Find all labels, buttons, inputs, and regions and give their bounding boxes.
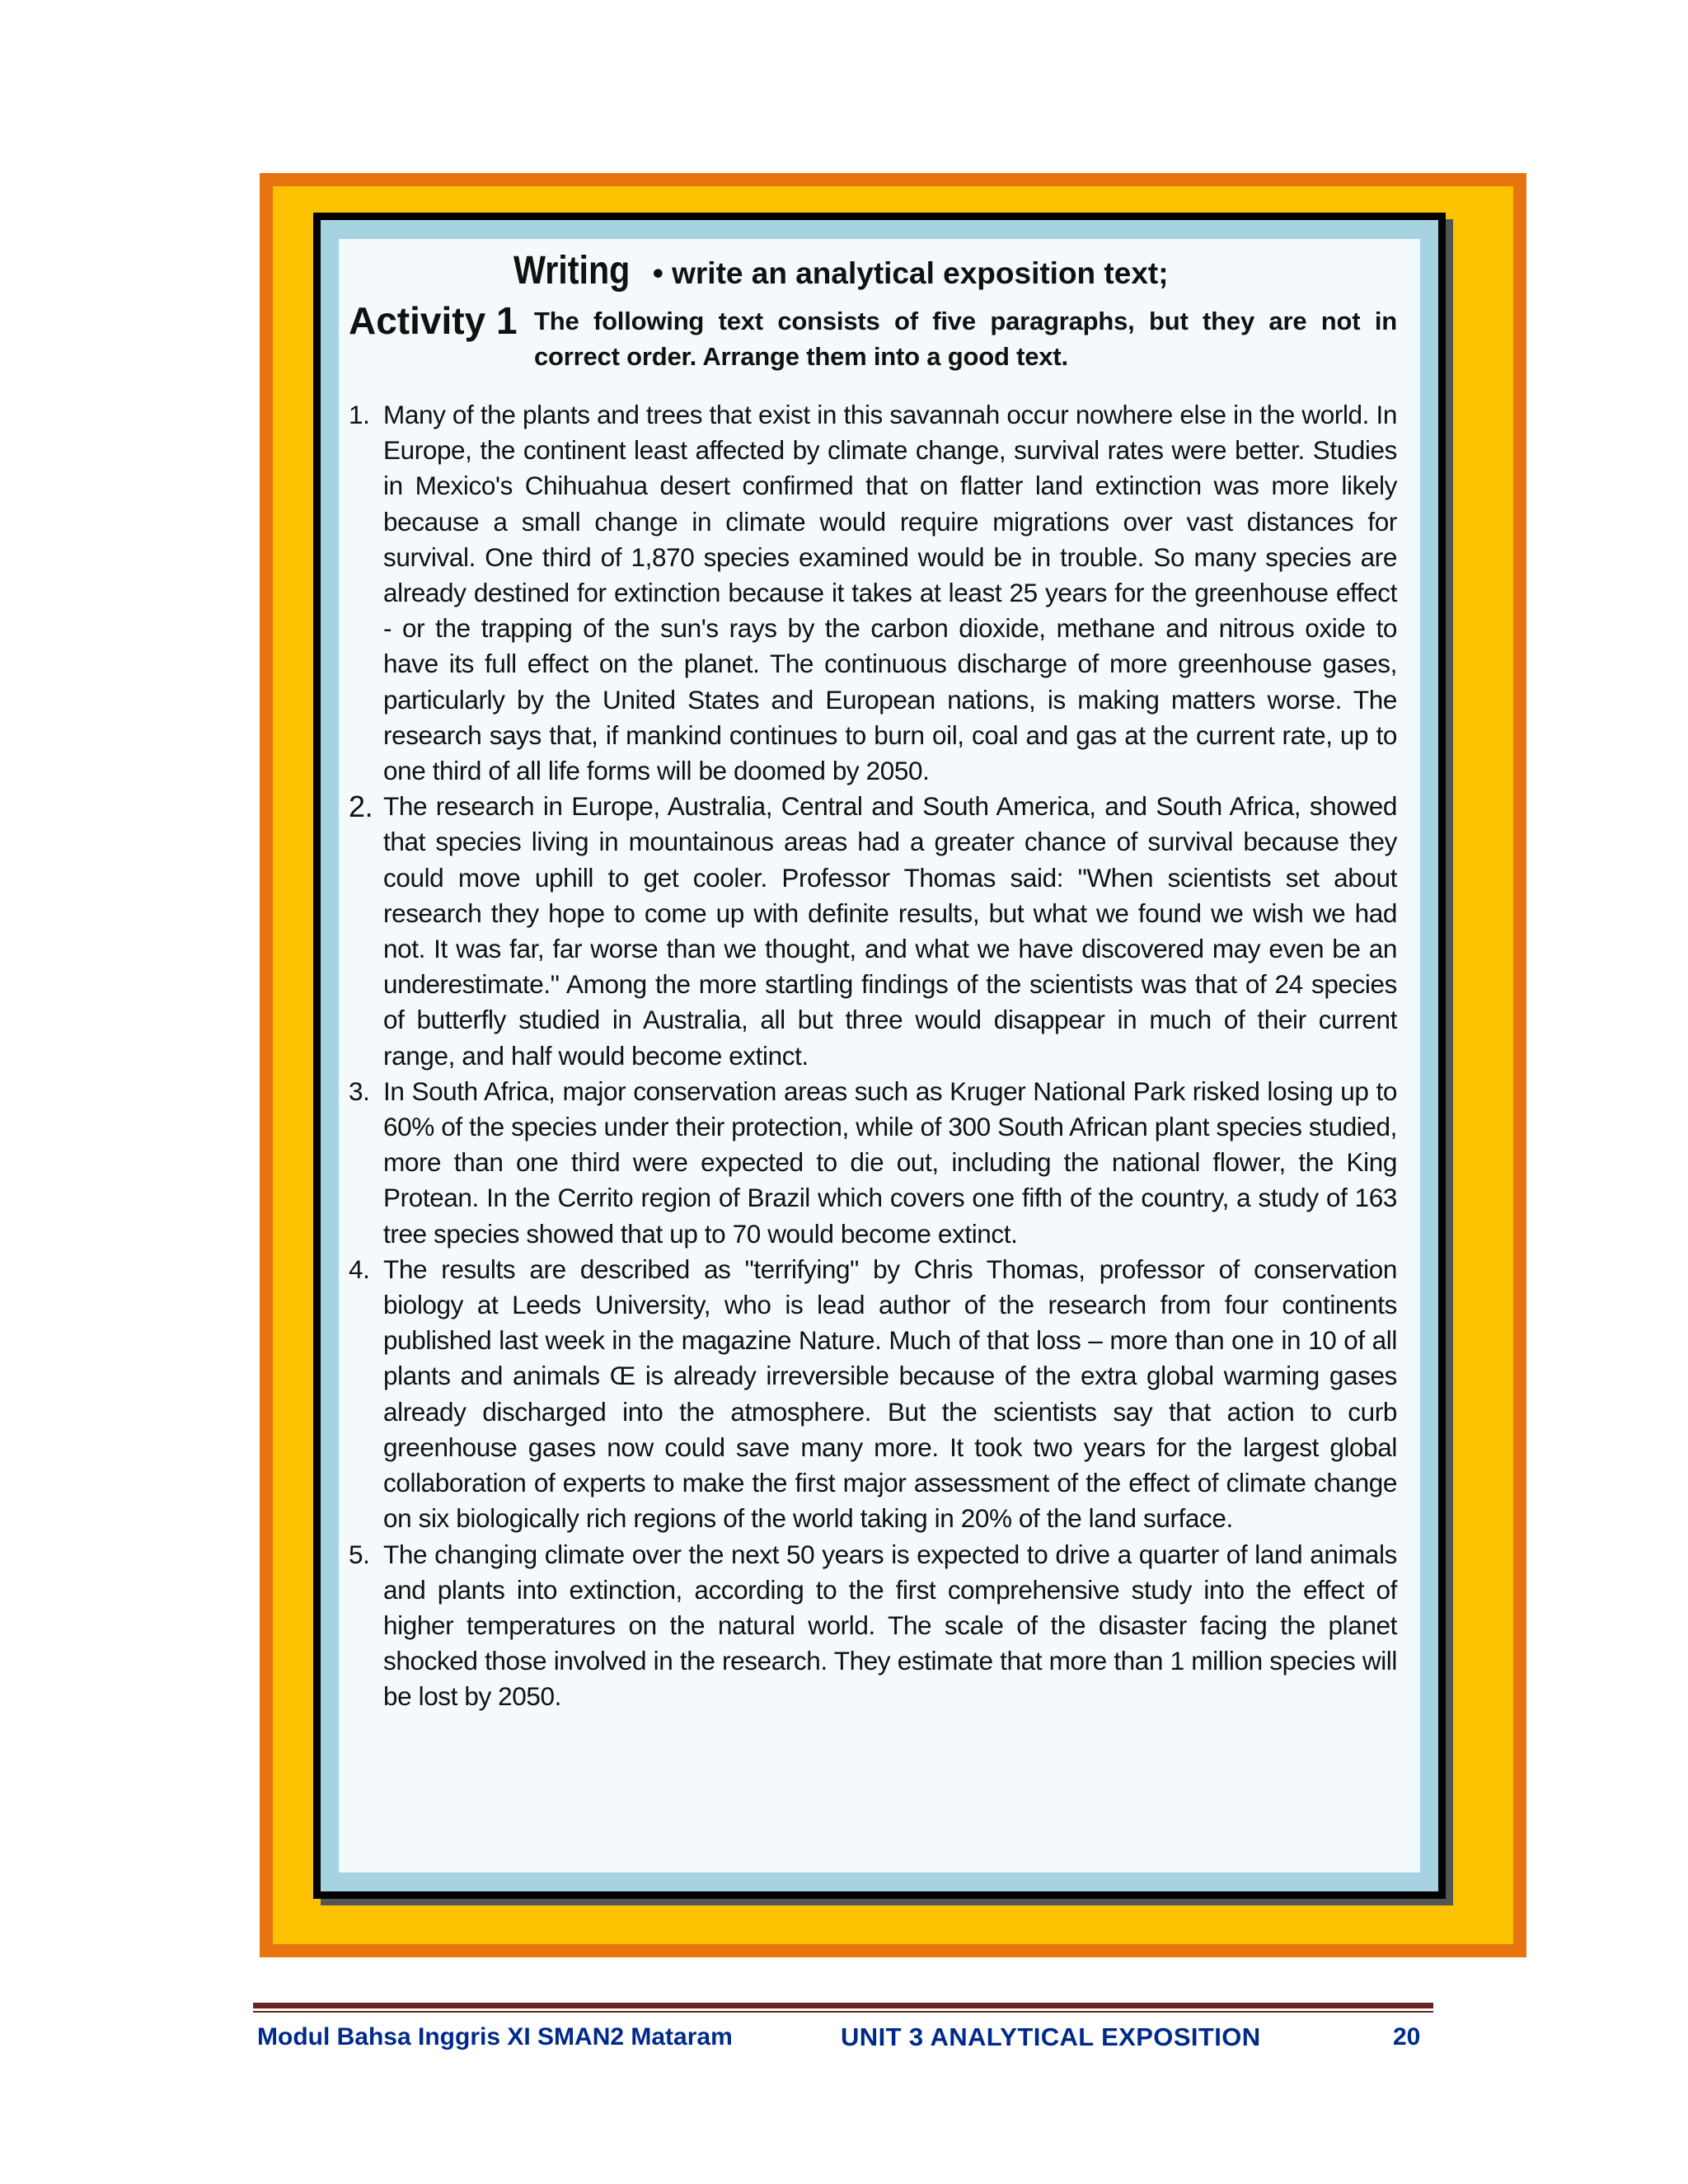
paragraph-number: 3. — [349, 1076, 370, 1106]
paragraph-list — [349, 397, 1397, 1715]
title-objective: • write an analytical exposition text; — [652, 256, 1169, 290]
paragraph-item — [349, 1074, 1397, 1252]
footer-unit-title: UNIT 3 ANALYTICAL EXPOSITION — [841, 2022, 1261, 2051]
paragraph-text: The results are described as "terrifying" by Chris Thomas, professor of conservation biology at Leeds University, who is lead author of the research from four continents published last week in the magazine Nature. Much of that loss – more than one in 10 of all plants and animals Œ is already irreversible because of the extra global warming gases already discharged into the atmosphere. But the scientists say that action to curb greenhouse gases now could save many more. It took two years for the largest global collaboration of experts to make the first major assessment of the effect of climate change on six biologically rich regions of the world taking in 20% of the land surface. — [383, 1254, 1397, 1534]
footer-rule-thin — [253, 2011, 1433, 2013]
paragraph-text: The changing climate over the next 50 years is expected to drive a quarter of land animals and plants into extinction, according to the first comprehensive study into the effect of higher temperatures on the natural world. The scale of the disaster facing the planet shocked those involved in the research. They estimate that more than 1 million species will be lost by 2050. — [383, 1539, 1397, 1712]
outer-frame — [260, 173, 1526, 1957]
footer-rule — [253, 2003, 1433, 2008]
section-title — [513, 246, 1397, 297]
footer-module-title: Modul Bahsa Inggris XI SMAN2 Mataram — [257, 2023, 733, 2050]
paragraph-number: 1. — [349, 400, 370, 429]
worksheet-content — [349, 246, 1397, 1715]
paragraph-item — [349, 789, 1397, 1074]
paragraph-item — [349, 397, 1397, 789]
activity-header — [349, 298, 1397, 374]
paragraph-number: 5. — [349, 1539, 370, 1569]
paragraph-text: In South Africa, major conservation areas such as Kruger National Park risked losing up to 60% of the species under their protection, while of 300 South African plant species studied, more than one third were expected to die out, including the national flower, the King Protean. In the Cerrito region of Brazil which covers one fifth of the country, a study of 163 tree species showed that up to 70 would become extinct. — [383, 1076, 1397, 1249]
paragraph-number: 2. — [349, 790, 373, 824]
paragraph-item — [349, 1252, 1397, 1537]
activity-label: Activity 1 — [349, 299, 518, 342]
page-number: 20 — [1393, 2023, 1421, 2050]
paragraph-text: Many of the plants and trees that exist in this savannah occur nowhere else in the world. In Europe, the continent least affected by climate change, survival rates were better. Studies in Mexico's Chihuahua desert confirmed that on flatter land extinction was more likely because a small change in climate would require migrations over vast distances for survival. One third of 1,870 species examined would be in trouble. So many species are already destined for extinction because it takes at least 25 years for the greenhouse effect - or the trapping of the sun's rays by the carbon dioxide, methane and nitrous oxide to have its full effect on the planet. The continuous discharge of more greenhouse gases, particularly by the United States and European nations, is making matters worse. The research says that, if mankind continues to burn oil, coal and gas at the current rate, up to one third of all life forms will be doomed by 2050. — [383, 400, 1397, 786]
title-word: Writing — [513, 249, 631, 293]
paragraph-text: The research in Europe, Australia, Central and South America, and South Africa, showed that species living in mountainous areas had a greater chance of survival because they could move uphill to get cooler. Professor Thomas said: "When scientists set about research they hope to come up with definite results, but what we found we wish we had not. It was far, far worse than we thought, and what we have discovered may even be an underestimate." Among the more startling findings of the scientists was that of 24 species of butterfly studied in Australia, all but three would disappear in much of their current range, and half would become extinct. — [383, 791, 1397, 1071]
paragraph-number: 4. — [349, 1254, 370, 1284]
page-footer — [257, 2019, 1428, 2055]
activity-instruction: The following text consists of five paragraphs, but they are not in correct order. Arrange them into a good text. — [534, 307, 1397, 371]
paragraph-item — [349, 1537, 1397, 1715]
